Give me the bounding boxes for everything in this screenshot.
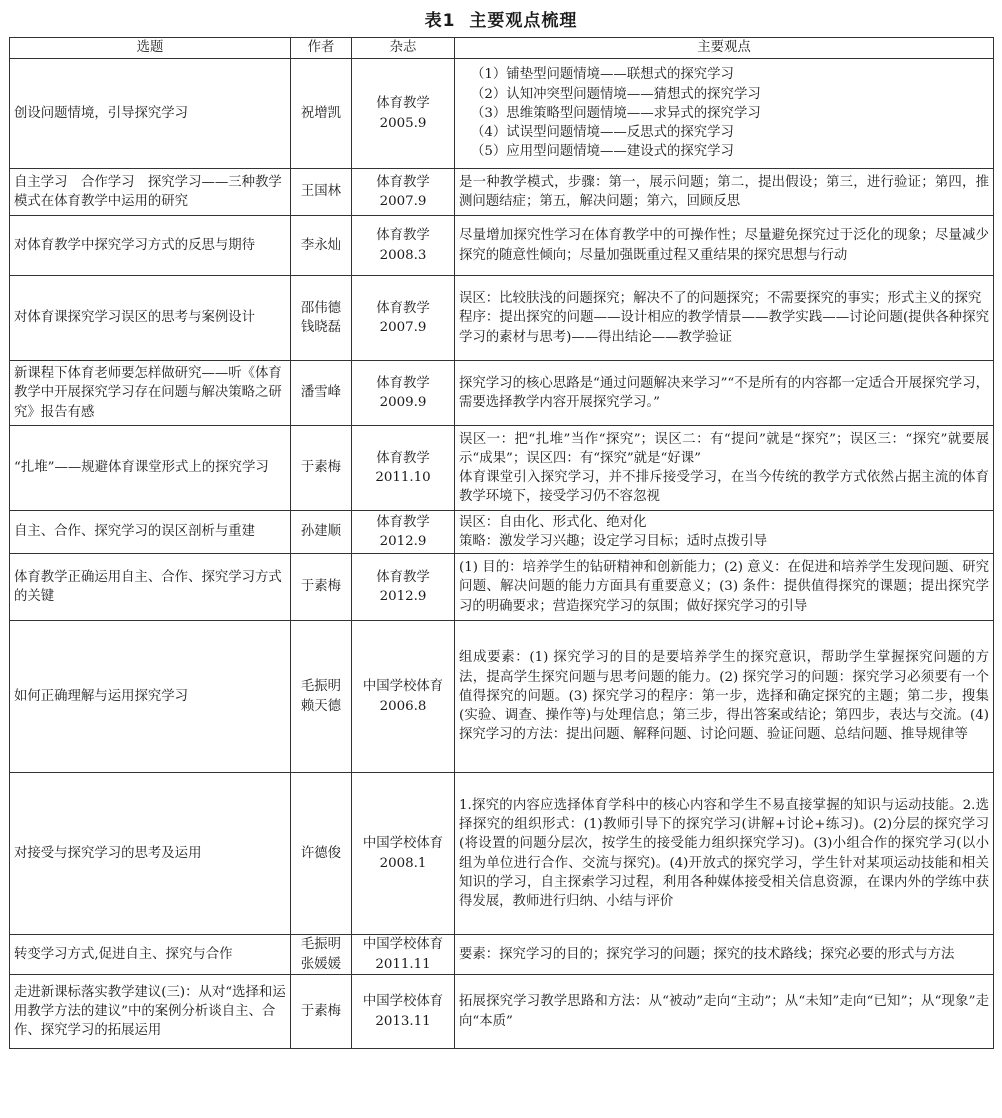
journal-issue: 2008.1 bbox=[379, 855, 427, 871]
view-paragraph: 1.探究的内容应选择体育学科中的核心内容和学生不易直接掌握的知识与运动技能。2.选择探究的组织形式：(1)教师引导下的探究学习(讲解+讨论+练习)。(2)分层的探究学习(将设置的问题分层次，按学生的接受能力组织探究学习)。(3)小组合作的探究学习(以小组为单位进行合作、交流与探究)。(4)开放式的探究学习，学生针对某项运动技能和相关知识的学习，自主探索学习过程，利用各种媒体接受相关信息资源，在课内外的学练中获得发展，教师进行归纳、小结与评价 bbox=[459, 797, 989, 909]
cell-author bbox=[291, 426, 352, 511]
journal-issue: 2009.9 bbox=[379, 395, 427, 410]
cell-author bbox=[291, 773, 352, 935]
author-name: 王国林 bbox=[300, 184, 342, 200]
journal-issue: 2007.9 bbox=[379, 320, 427, 335]
author-name: 邵伟德 bbox=[300, 300, 342, 316]
view-paragraph: 误区：自由化、形式化、绝对化 bbox=[459, 514, 647, 530]
cell-author bbox=[291, 59, 352, 169]
journal-name: 体育教学 bbox=[376, 174, 430, 190]
header-journal: 杂志 bbox=[352, 38, 455, 59]
journal-issue: 2013.11 bbox=[375, 1013, 431, 1029]
cell-main-view bbox=[455, 511, 994, 554]
table-row bbox=[10, 216, 994, 276]
cell-main-view bbox=[455, 361, 994, 426]
journal-name: 体育教学 bbox=[376, 514, 430, 530]
cell-topic: 创设问题情境，引导探究学习 bbox=[10, 59, 291, 169]
cell-main-view bbox=[455, 935, 994, 975]
cell-topic: 走进新课标落实教学建议(三)：从对“选择和运用教学方法的建议”中的案例分析谈自主、合作、探究学习的拓展运用 bbox=[10, 975, 291, 1049]
cell-main-view bbox=[455, 975, 994, 1049]
cell-author bbox=[291, 216, 352, 276]
author-name: 孙建顺 bbox=[300, 524, 342, 540]
cell-topic: 体育教学正确运用自主、合作、探究学习方式的关键 bbox=[10, 554, 291, 621]
cell-topic: 对接受与探究学习的思考及运用 bbox=[10, 773, 291, 935]
header-topic: 选题 bbox=[10, 38, 291, 59]
view-paragraph: 是一种教学模式，步骤：第一，展示问题；第二，提出假设；第三，进行验证；第四，推测问题结症；第五，解决问题；第六，回顾反思 bbox=[459, 174, 989, 209]
journal-issue: 2006.8 bbox=[379, 698, 427, 714]
journal-issue: 2007.9 bbox=[379, 194, 427, 209]
cell-journal bbox=[352, 216, 455, 276]
view-paragraph: 组成要素：(1) 探究学习的目的是要培养学生的探究意识，帮助学生掌握探究问题的方法，提高学生探究问题与思考问题的能力。(2) 探究学习的问题：探究学习必须要有一个值得探究的问题。(3) 探究学习的程序：第一步，选择和确定探究的主题；第二步，搜集(实验、调查、操作等)与处理信息；第三步，得出答案或结论；第四步，表达与交流。(4) 探究学习的方法：提出问题、解释问题、讨论问题、验证问题、总结问题、推导规律等 bbox=[459, 650, 989, 743]
author-name: 钱晓磊 bbox=[300, 320, 342, 335]
author-name: 潘雪峰 bbox=[300, 385, 342, 401]
cell-author bbox=[291, 361, 352, 426]
cell-journal bbox=[352, 361, 455, 426]
cell-author bbox=[291, 935, 352, 975]
author-name: 毛振明 bbox=[300, 937, 342, 953]
table-body bbox=[10, 59, 994, 1049]
author-name: 于素梅 bbox=[300, 1003, 342, 1019]
journal-name: 体育教学 bbox=[376, 228, 430, 244]
journal-issue: 2008.3 bbox=[379, 247, 427, 263]
table-row bbox=[10, 361, 994, 426]
journal-name: 体育教学 bbox=[376, 375, 430, 391]
author-name: 李永灿 bbox=[300, 237, 342, 253]
table-number: 表1 bbox=[424, 10, 456, 31]
view-paragraph: （2）认知冲突型问题情境——猜想式的探究学习 bbox=[471, 86, 761, 102]
author-name: 毛振明 bbox=[300, 679, 342, 695]
view-paragraph: 拓展探究学习教学思路和方法：从“被动”走向“主动”；从“未知”走向“已知”；从“现象”走向“本质” bbox=[459, 994, 989, 1029]
journal-name: 体育教学 bbox=[376, 300, 430, 316]
journal-name: 中国学校体育 bbox=[362, 836, 444, 852]
cell-journal bbox=[352, 935, 455, 975]
journal-issue: 2012.9 bbox=[379, 589, 427, 604]
cell-author bbox=[291, 554, 352, 621]
cell-topic: 自主学习 合作学习 探究学习——三种教学模式在体育教学中运用的研究 bbox=[10, 169, 291, 216]
cell-main-view bbox=[455, 426, 994, 511]
cell-journal bbox=[352, 975, 455, 1049]
cell-journal bbox=[352, 554, 455, 621]
author-name: 许德俊 bbox=[300, 845, 342, 861]
view-paragraph: 误区一：把“扎堆”当作“探究”；误区二：有“提问”就是“探究”；误区三：“探究”就要展示“成果”；误区四：有“探究”就是“好课” bbox=[459, 431, 989, 466]
author-name: 祝增凯 bbox=[300, 105, 342, 121]
cell-topic: 如何正确理解与运用探究学习 bbox=[10, 621, 291, 773]
view-paragraph: (1) 目的：培养学生的钻研精神和创新能力；(2) 意义：在促进和培养学生发现问题、研究问题、解决问题的能力方面具有重要意义；(3) 条件：提供值得探究的课题；提出探究学习的明确要求；营造探究学习的氛围；做好探究学习的引导 bbox=[459, 560, 989, 614]
table-row bbox=[10, 773, 994, 935]
cell-author bbox=[291, 511, 352, 554]
cell-topic: 转变学习方式,促进自主、探究与合作 bbox=[10, 935, 291, 975]
table-row bbox=[10, 276, 994, 361]
cell-journal bbox=[352, 511, 455, 554]
author-name: 赖天德 bbox=[300, 698, 342, 714]
view-paragraph: 体育课堂引入探究学习，并不排斥接受学习，在当今传统的教学方式依然占据主流的体育教学环境下，接受学习仍不容忽视 bbox=[459, 470, 989, 505]
table-row bbox=[10, 554, 994, 621]
journal-name: 中国学校体育 bbox=[362, 937, 444, 953]
journal-issue: 2005.9 bbox=[379, 115, 427, 131]
cell-journal bbox=[352, 276, 455, 361]
cell-main-view bbox=[455, 554, 994, 621]
journal-issue: 2012.9 bbox=[379, 534, 427, 549]
viewpoints-table bbox=[9, 37, 994, 1049]
cell-main-view bbox=[455, 59, 994, 169]
table-row bbox=[10, 621, 994, 773]
author-name: 于素梅 bbox=[300, 579, 342, 595]
header-view: 主要观点 bbox=[455, 38, 994, 59]
table-title: 主要观点梳理 bbox=[469, 10, 578, 31]
author-name: 张媛媛 bbox=[300, 956, 342, 972]
journal-name: 体育教学 bbox=[376, 450, 430, 466]
cell-main-view bbox=[455, 276, 994, 361]
journal-name: 体育教学 bbox=[376, 96, 430, 112]
cell-topic: 新课程下体育老师要怎样做研究——听《体育教学中开展探究学习存在问题与解决策略之研究》报告有感 bbox=[10, 361, 291, 426]
cell-author bbox=[291, 276, 352, 361]
cell-topic: 对体育教学中探究学习方式的反思与期待 bbox=[10, 216, 291, 276]
table-caption bbox=[0, 0, 1002, 36]
cell-author bbox=[291, 621, 352, 773]
header-author: 作者 bbox=[291, 38, 352, 59]
cell-main-view bbox=[455, 169, 994, 216]
cell-topic: “扎堆”——规避体育课堂形式上的探究学习 bbox=[10, 426, 291, 511]
cell-journal bbox=[352, 59, 455, 169]
cell-author bbox=[291, 169, 352, 216]
journal-issue: 2011.11 bbox=[375, 956, 431, 972]
view-paragraph: 策略：激发学习兴趣；设定学习目标；适时点拨引导 bbox=[459, 534, 767, 549]
table-row bbox=[10, 935, 994, 975]
cell-topic: 自主、合作、探究学习的误区剖析与重建 bbox=[10, 511, 291, 554]
author-name: 于素梅 bbox=[300, 460, 342, 476]
cell-journal bbox=[352, 169, 455, 216]
table-row bbox=[10, 59, 994, 169]
cell-main-view bbox=[455, 621, 994, 773]
journal-name: 中国学校体育 bbox=[362, 679, 444, 695]
cell-journal bbox=[352, 773, 455, 935]
view-paragraph: （3）思维策略型问题情境——求异式的探究学习 bbox=[471, 105, 761, 121]
cell-journal bbox=[352, 621, 455, 773]
view-paragraph: （5）应用型问题情境——建设式的探究学习 bbox=[471, 144, 734, 160]
table-header-row bbox=[10, 38, 994, 59]
cell-journal bbox=[352, 426, 455, 511]
table-row bbox=[10, 511, 994, 554]
view-paragraph: 误区：比较肤浅的问题探究；解决不了的问题探究；不需要探究的事实；形式主义的探究 bbox=[459, 291, 982, 307]
journal-name: 中国学校体育 bbox=[362, 994, 444, 1010]
cell-topic: 对体育课探究学习误区的思考与案例设计 bbox=[10, 276, 291, 361]
table-row bbox=[10, 426, 994, 511]
view-paragraph: 尽量增加探究性学习在体育教学中的可操作性；尽量避免探究过于泛化的现象；尽量减少探究的随意性倾向；尽量加强既重过程又重结果的探究思想与行动 bbox=[459, 228, 989, 263]
view-paragraph: （4）试误型问题情境——反思式的探究学习 bbox=[471, 125, 734, 141]
view-paragraph: 探究学习的核心思路是“通过问题解决来学习”“不是所有的内容都一定适合开展探究学习，需要选择教学内容开展探究学习。” bbox=[459, 375, 989, 410]
view-paragraph: 程序：提出探究的问题——设计相应的教学情景——教学实践——讨论问题(提供各种探究学习的素材与思考)——得出结论——教学验证 bbox=[459, 310, 989, 345]
table-row bbox=[10, 975, 994, 1049]
cell-main-view bbox=[455, 773, 994, 935]
view-paragraph: 要素：探究学习的目的；探究学习的问题；探究的技术路线；探究必要的形式与方法 bbox=[459, 946, 955, 962]
journal-name: 体育教学 bbox=[376, 569, 430, 585]
view-paragraph: （1）铺垫型问题情境——联想式的探究学习 bbox=[471, 67, 734, 83]
table-row bbox=[10, 169, 994, 216]
cell-main-view bbox=[455, 216, 994, 276]
cell-author bbox=[291, 975, 352, 1049]
journal-issue: 2011.10 bbox=[375, 470, 431, 485]
